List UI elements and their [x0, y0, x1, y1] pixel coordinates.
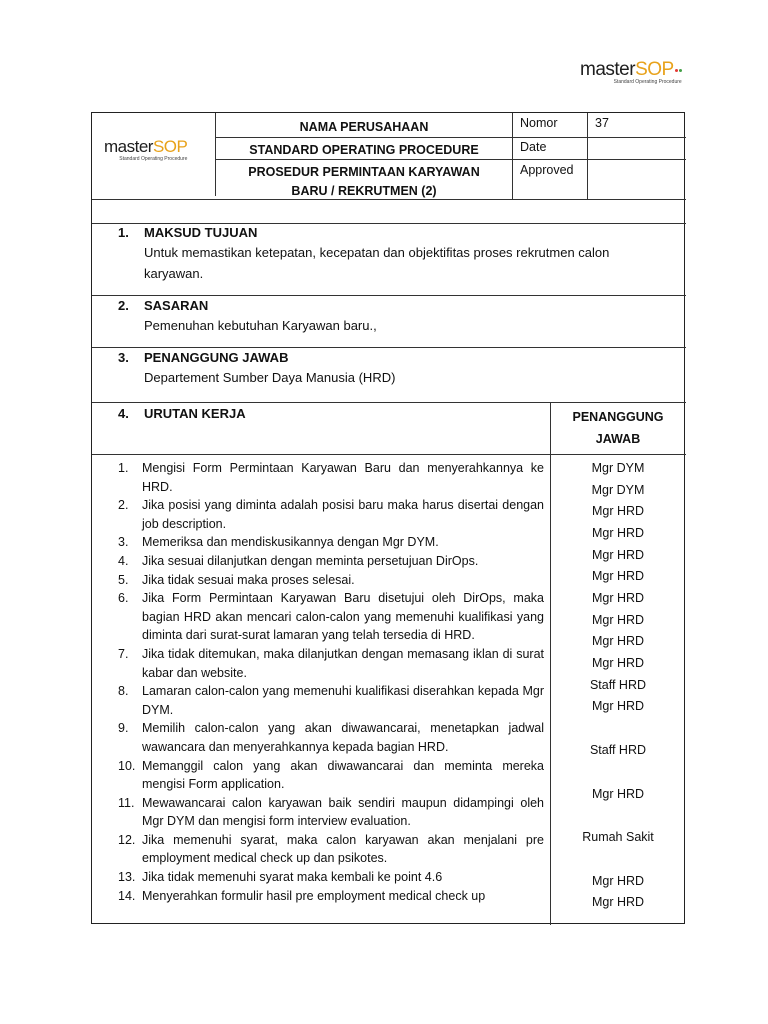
section-4-title [118, 406, 246, 421]
section-3-number: 3. [118, 350, 129, 365]
section-3-body: Departement Sumber Daya Manusia (HRD) [144, 370, 396, 385]
section-4-heading: URUTAN KERJA [144, 406, 246, 421]
responsible-entry: Mgr HRD [591, 526, 645, 540]
responsible-header [551, 406, 685, 450]
responsible-entry: Mgr DYM [591, 483, 645, 497]
responsible-entry: Mgr HRD [591, 787, 645, 801]
section-4-number: 4. [118, 406, 129, 421]
logo-tagline: Standard Operating Procedure [613, 79, 682, 85]
step-item: 7. Jika tidak ditemukan, maka dilanjutkan dengan memasang iklan di surat kabar dan website. [118, 646, 544, 680]
responsible-entry: Staff HRD [589, 678, 647, 692]
responsible-entry: Mgr HRD [591, 656, 645, 670]
section-1-body: Untuk memastikan ketepatan, kecepatan dan objektifitas proses rekrutmen calon karyawan. [144, 245, 610, 281]
step-item: 13. Jika tidak memenuhi syarat maka kembali ke point 4.6 [118, 870, 443, 885]
meta-label-approved: Approved [520, 163, 574, 177]
section-2-number: 2. [118, 298, 129, 313]
procedure-title-line2: BARU / REKRUTMEN (2) [291, 184, 437, 198]
responsible-entry: Mgr DYM [591, 461, 645, 475]
responsible-entry: Mgr HRD [591, 504, 645, 518]
responsible-entry: Mgr HRD [591, 569, 645, 583]
sop-document [91, 112, 685, 924]
section-2-heading: SASARAN [144, 298, 209, 313]
logo-word-sop: SOP [635, 59, 674, 80]
header-logo-word-sop: SOP [152, 137, 188, 156]
section-2-title [118, 298, 208, 313]
section-1-number: 1. [118, 225, 129, 240]
responsible-entry: Mgr HRD [591, 699, 645, 713]
step-item: 9. Memilih calon-calon yang akan diwawancarai, menetapkan jadwal wawancara dan menyerahkannya kepada bagian HRD. [118, 721, 544, 754]
procedure-title-line1: PROSEDUR PERMINTAAN KARYAWAN [248, 165, 480, 179]
step-item: 14. Menyerahkan formulir hasil pre employment medical check up [118, 888, 486, 903]
logo-dots-icon [674, 60, 682, 76]
step-item: 4. Jika sesuai dilanjutkan dengan meminta persetujuan DirOps. [118, 553, 479, 568]
section-3-heading: PENANGGUNG JAWAB [144, 350, 289, 365]
step-item: 8. Lamaran calon-calon yang memenuhi kualifikasi diserahkan kepada Mgr DYM. [118, 684, 544, 717]
step-item: 11. Mewawancarai calon karyawan baik sendiri maupun didampingi oleh Mgr DYM dan mengisi form interview evaluation. [118, 795, 544, 829]
responsible-entry: Mgr HRD [591, 634, 645, 648]
step-item: 3. Memeriksa dan mendiskusikannya dengan Mgr DYM. [118, 535, 439, 550]
sop-label: STANDARD OPERATING PROCEDURE [249, 143, 479, 157]
procedure-title [216, 163, 512, 201]
responsible-header-line2: JAWAB [595, 432, 641, 446]
meta-label-date: Date [520, 140, 547, 154]
logo-word-master: master [580, 59, 636, 80]
section-3-title [118, 350, 288, 365]
step-item: 12. Jika memenuhi syarat, maka calon karyawan akan menjalani pre employment medical check up dan psikotes. [118, 832, 544, 866]
header-logo [104, 138, 187, 162]
header-logo-word-master: master [104, 137, 153, 156]
meta-value-nomor: 37 [595, 116, 609, 130]
step-item: 6. Jika Form Permintaan Karyawan Baru disetujui oleh DirOps, maka bagian HRD akan mencari calon-calon yang memenuhi kualifikasi yang diminta dari surat-surat lamaran yang telah tersedia di HRD. [118, 591, 544, 643]
company-name: NAMA PERUSAHAAN [299, 120, 429, 134]
responsible-entry: Mgr HRD [591, 548, 645, 562]
section-1-title [118, 225, 257, 240]
responsible-entry: Mgr HRD [591, 895, 645, 909]
responsible-entry: Mgr HRD [591, 591, 645, 605]
step-item: 2. Jika posisi yang diminta adalah posisi baru maka harus disertai dengan job description. [118, 498, 544, 531]
step-item: 5. Jika tidak sesuai maka proses selesai. [118, 572, 355, 587]
responsible-header-line1: PENANGGUNG [572, 410, 664, 424]
top-logo [580, 60, 682, 85]
meta-label-nomor: Nomor [520, 116, 558, 130]
responsible-entry: Mgr HRD [591, 613, 645, 627]
responsible-entry: Staff HRD [589, 743, 647, 757]
section-2-body: Pemenuhan kebutuhan Karyawan baru., [144, 318, 377, 333]
responsible-entry: Rumah Sakit [582, 830, 654, 844]
step-item: 1. Mengisi Form Permintaan Karyawan Baru dan menyerahkannya ke HRD. [118, 461, 544, 494]
section-1-heading: MAKSUD TUJUAN [144, 225, 258, 240]
responsible-entry: Mgr HRD [591, 874, 645, 888]
step-item: 10. Memanggil calon yang akan diwawancarai dan meminta mereka mengisi Form application. [118, 758, 544, 792]
header-logo-tagline: Standard Operating Procedure [119, 156, 188, 162]
work-steps-list [118, 459, 544, 905]
